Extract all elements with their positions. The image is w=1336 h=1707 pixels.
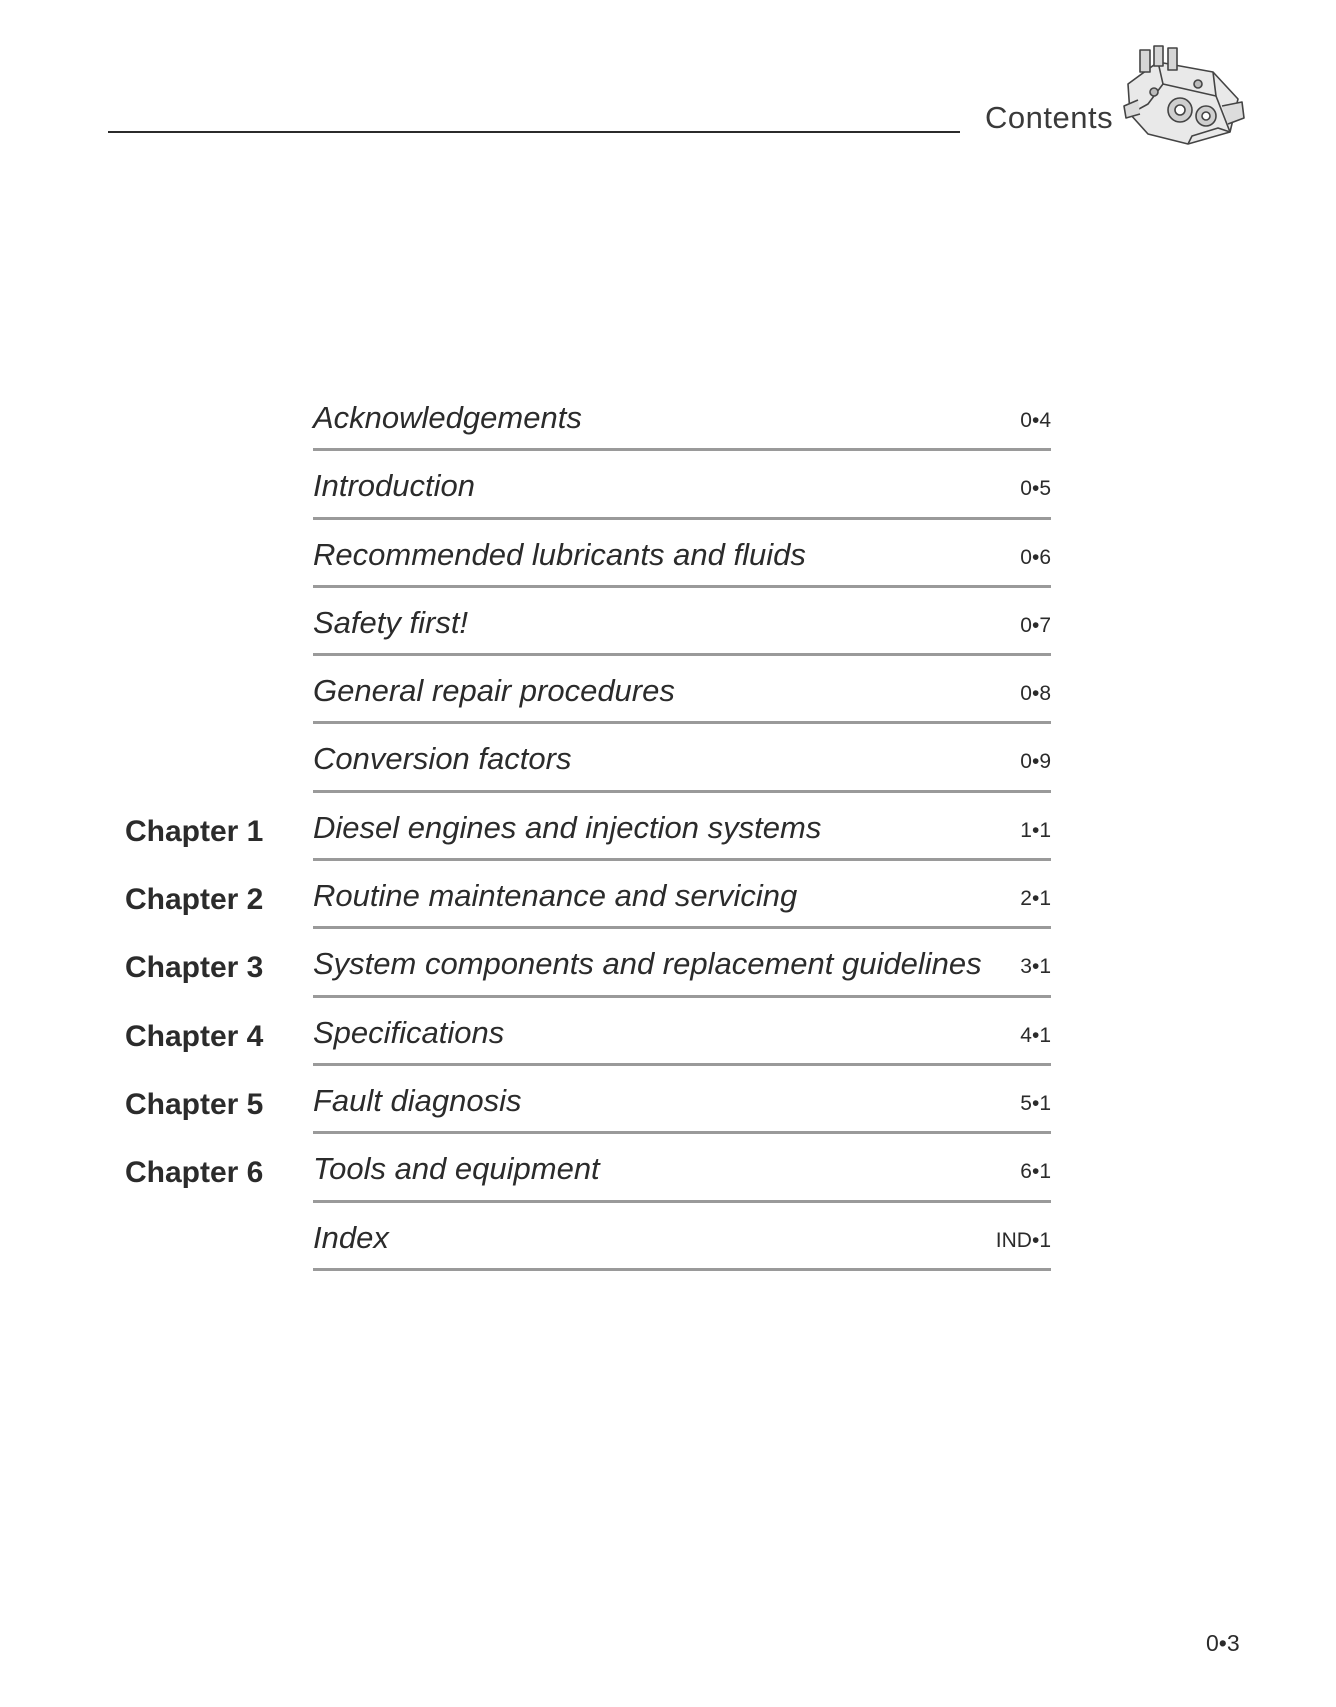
toc-entry-page: 0•4 — [1020, 409, 1051, 432]
toc-row[interactable] — [0, 861, 1336, 929]
toc-row[interactable] — [0, 383, 1336, 451]
chapter-label: Chapter 2 — [125, 883, 264, 917]
toc-row[interactable] — [0, 998, 1336, 1066]
toc-entry-title[interactable]: Specifications — [313, 1014, 505, 1050]
toc-entry-title[interactable]: Tools and equipment — [313, 1151, 600, 1187]
toc-row[interactable] — [0, 451, 1336, 519]
toc-entry-page: 0•7 — [1020, 613, 1051, 637]
toc-entry-page: 3•1 — [1020, 955, 1051, 979]
toc-entry-title[interactable]: Acknowledgements — [313, 400, 582, 435]
toc-row[interactable] — [0, 520, 1336, 588]
chapter-label: Chapter 6 — [125, 1156, 264, 1190]
toc-entry-title[interactable]: Introduction — [313, 468, 475, 504]
page-title: Contents — [985, 100, 1114, 135]
table-of-contents — [0, 383, 1336, 1271]
toc-entry-title[interactable]: Safety first! — [313, 604, 469, 640]
toc-entry-title[interactable]: Fault diagnosis — [313, 1082, 522, 1118]
toc-entry-page: 0•5 — [1020, 477, 1051, 501]
page-number: 0•3 — [1206, 1630, 1240, 1656]
header-rule — [108, 131, 960, 133]
toc-entry-page: 1•1 — [1020, 818, 1051, 842]
toc-entry-title[interactable]: General repair procedures — [313, 673, 675, 709]
toc-entry-title[interactable]: Routine maintenance and servicing — [313, 878, 798, 914]
toc-entry-page: 4•1 — [1020, 1023, 1051, 1047]
chapter-label: Chapter 5 — [125, 1087, 264, 1121]
toc-entry-title[interactable]: Conversion factors — [313, 741, 572, 777]
chapter-label: Chapter 4 — [125, 1019, 264, 1053]
toc-row[interactable] — [0, 724, 1336, 792]
toc-entry-title[interactable]: System components and replacement guidelines — [313, 946, 982, 982]
toc-entry-page: 5•1 — [1020, 1091, 1051, 1115]
toc-entry-title[interactable]: Diesel engines and injection systems — [313, 809, 822, 845]
toc-row[interactable] — [0, 793, 1336, 861]
toc-row[interactable] — [0, 588, 1336, 656]
toc-entry-page: 6•1 — [1020, 1160, 1051, 1184]
toc-entry-title[interactable]: Index — [313, 1219, 389, 1255]
injection-pump-illustration — [1118, 44, 1248, 148]
chapter-label: Chapter 3 — [125, 951, 264, 985]
toc-entry-page: IND•1 — [995, 1228, 1051, 1252]
toc-entry-page: 0•8 — [1020, 682, 1051, 706]
toc-row[interactable] — [0, 656, 1336, 724]
toc-entry-title[interactable]: Recommended lubricants and fluids — [313, 536, 806, 572]
toc-row[interactable] — [0, 929, 1336, 997]
chapter-label: Chapter 1 — [125, 814, 264, 848]
toc-row[interactable] — [0, 1134, 1336, 1202]
toc-entry-page: 2•1 — [1020, 887, 1051, 911]
toc-entry-page: 0•9 — [1020, 750, 1051, 774]
toc-row[interactable] — [0, 1066, 1336, 1134]
toc-row[interactable] — [0, 1203, 1336, 1271]
toc-entry-page: 0•6 — [1020, 545, 1051, 569]
toc-divider — [313, 1268, 1051, 1271]
